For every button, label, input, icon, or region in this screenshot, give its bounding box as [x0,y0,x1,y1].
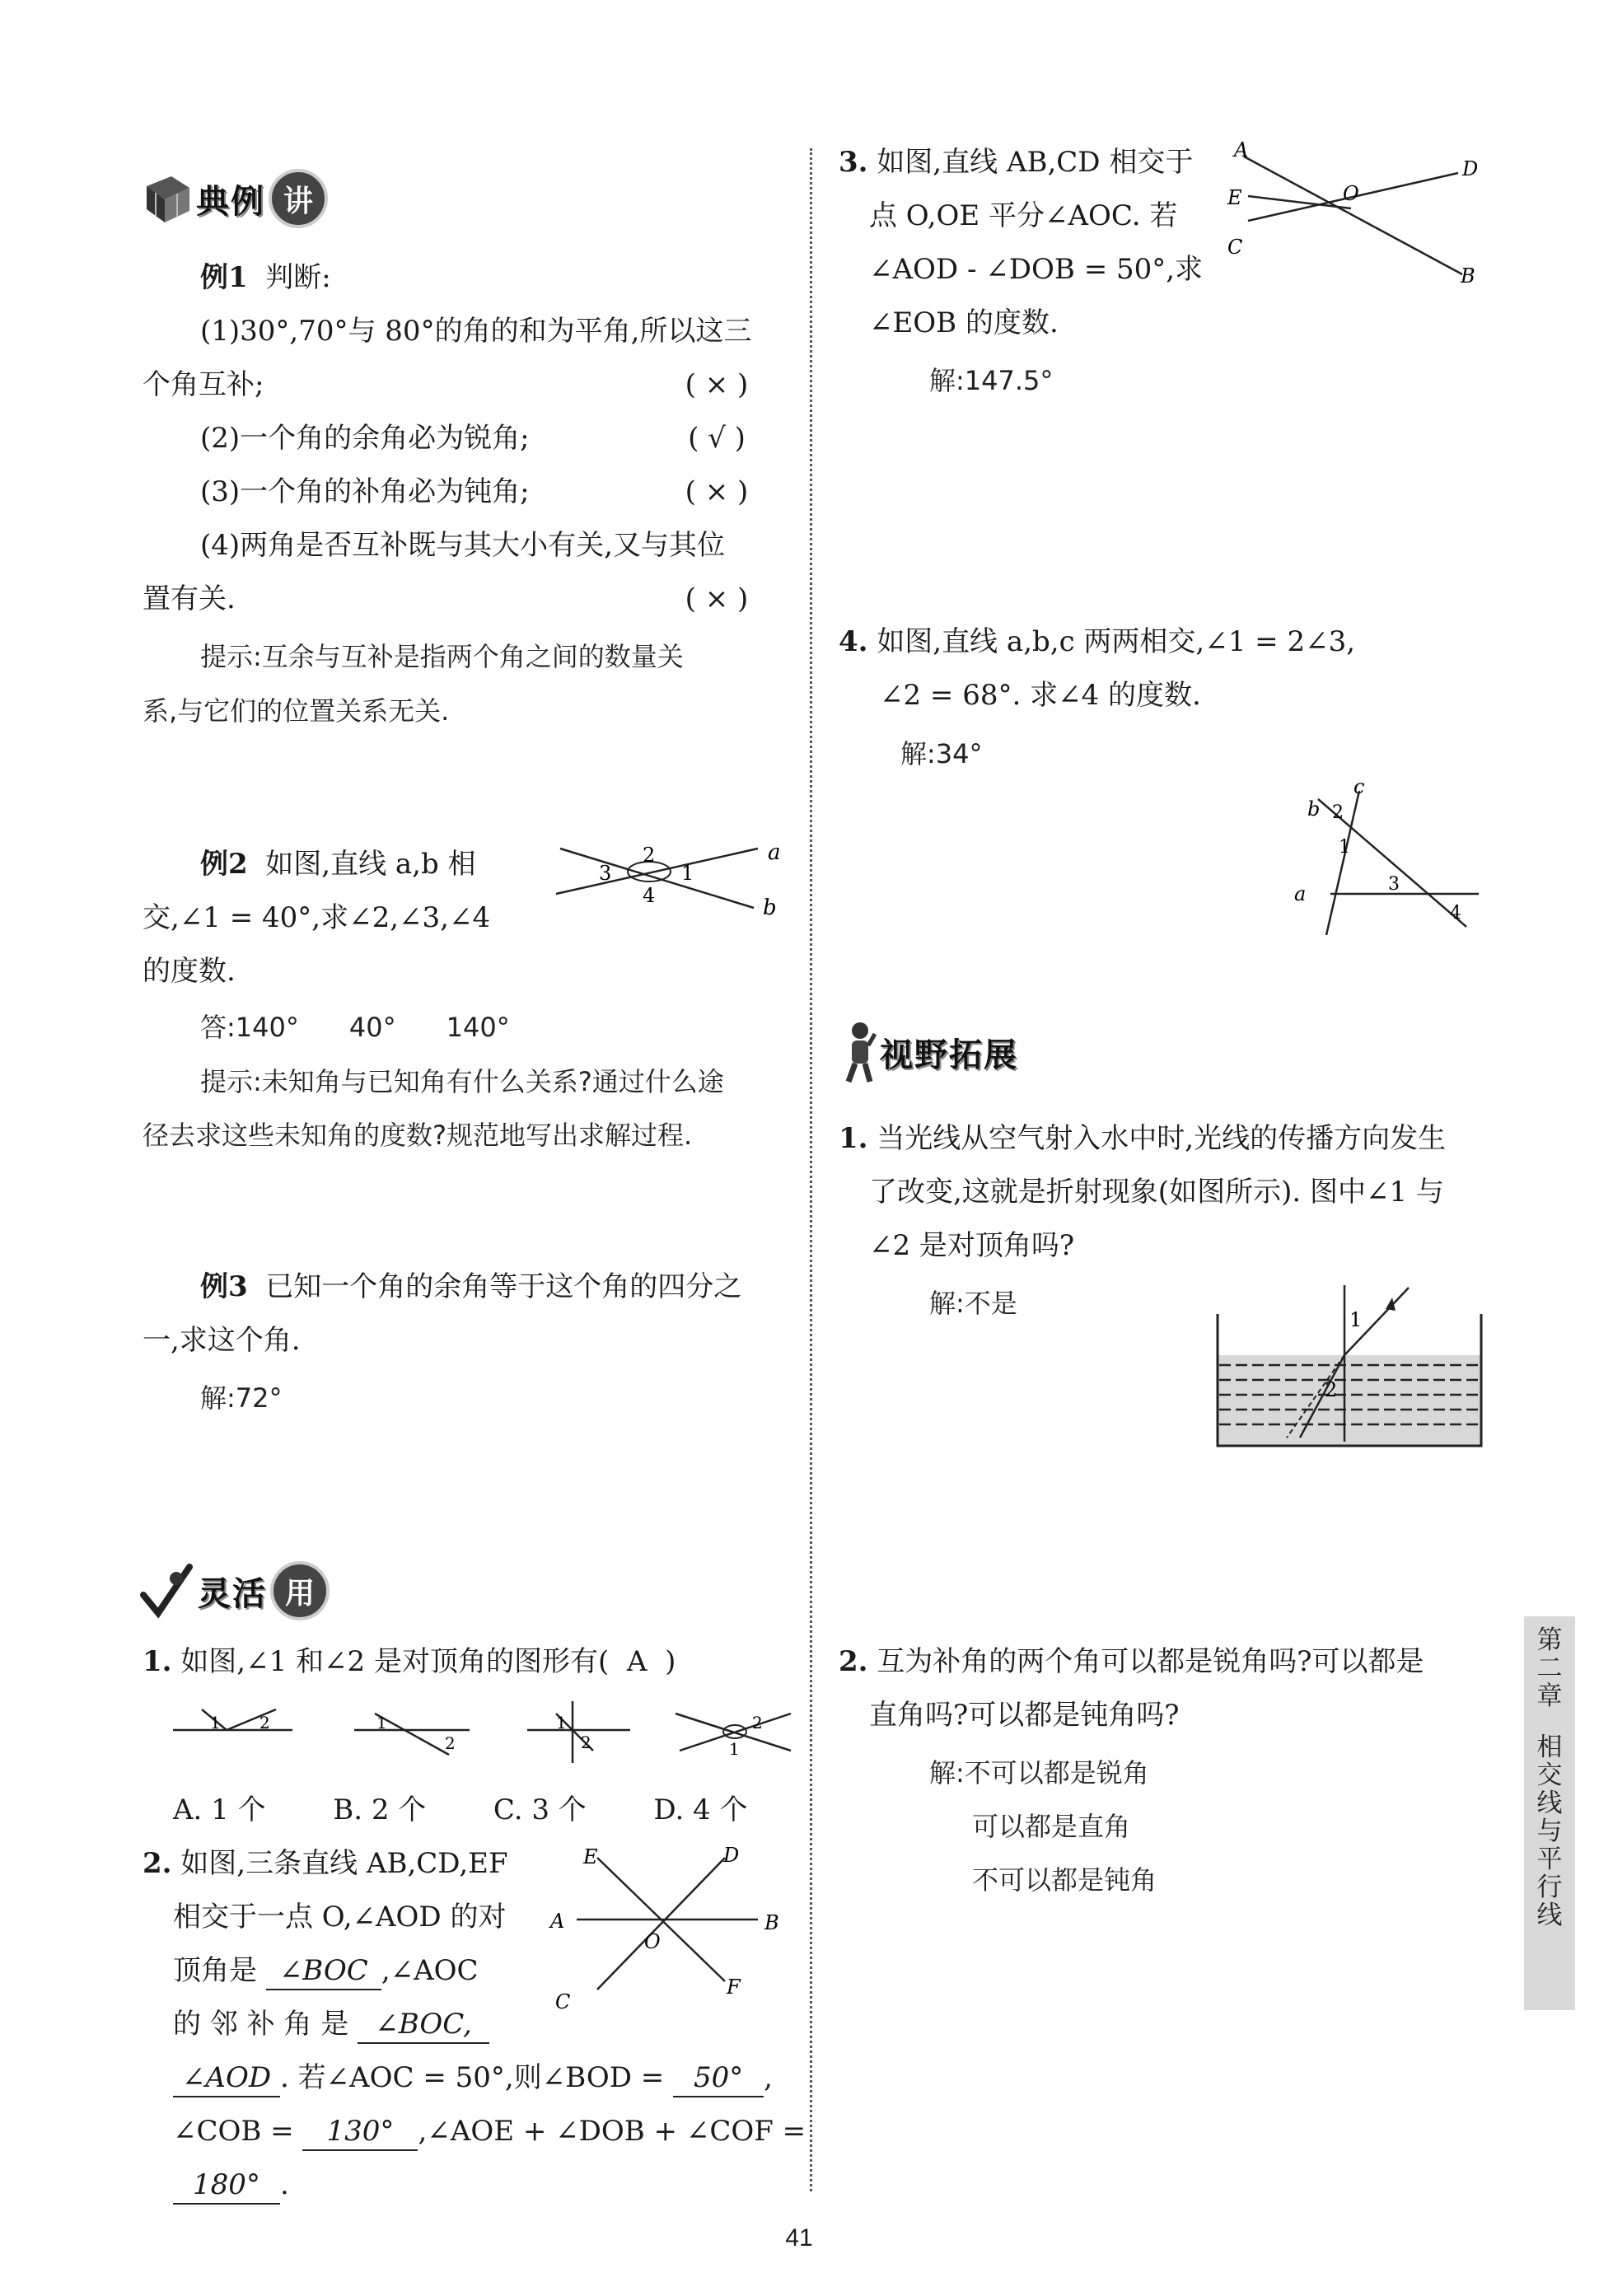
option-a: A. 1 个 [173,1793,266,1826]
question-text: 如图,∠1 和∠2 是对顶角的图形有( [180,1645,610,1678]
question-text: ∠AOD - ∠DOB = 50°,求 [869,253,1204,286]
example-2-label: 例2 [200,848,248,881]
question-number: 4. [839,625,868,658]
example-2-answer: 答:140° 40° 140° [200,1012,510,1043]
answer-blank: 50° [673,2060,764,2097]
cube-icon [138,170,196,227]
question-answer: 可以都是直角 [972,1811,1131,1842]
point-label-b: B [1461,264,1475,288]
point-label-c: C [555,1990,571,2013]
example-1-line: (1)30°,70°与 80°的角的和为平角,所以这三 [200,315,752,348]
example-1-answer: ( × ) [685,582,749,615]
section-title: 视野拓展 [880,1036,1018,1074]
option-d: D. 4 个 [653,1793,748,1826]
question-number: 3. [839,146,868,179]
answer-blank: ∠BOC, [358,2006,489,2044]
question-answer: 解:不可以都是锐角 [929,1757,1149,1789]
svg-text:1: 1 [556,1713,567,1733]
three-lines-figure [544,1837,791,2018]
section-header-example [138,169,328,228]
example-1-intro: 判断: [265,261,331,294]
section-title: 灵活 [198,1574,267,1613]
angle-label-2: 2 [1325,1378,1338,1401]
angle-label-1: 1 [681,862,694,885]
line-label-a: a [1294,882,1307,905]
tab-char: 章 [1536,1681,1563,1711]
point-label-d: D [1462,157,1479,180]
example-1-answer: ( × ) [685,475,749,508]
example-1-label: 例1 [200,261,248,294]
question-number: 1. [143,1645,172,1678]
tab-char: 相 [1536,1733,1563,1762]
example-2-line: 交,∠1 = 40°,求∠2,∠3,∠4 [143,901,491,934]
question-text: , [764,2061,773,2094]
question-text: 了改变,这就是折射现象(如图所示). 图中∠1 与 [869,1176,1444,1209]
tab-char: 与 [1536,1817,1563,1846]
question-number: 2. [839,1645,868,1678]
line-label-c: c [1354,779,1365,798]
three-lines-angle-figure [1289,779,1491,935]
svg-text:2: 2 [752,1713,763,1733]
example-2-line: 如图,直线 a,b 相 [265,848,476,881]
example-3-line: 已知一个角的余角等于这个角的四分之 [265,1270,742,1303]
point-label-a: A [1234,138,1249,161]
angle-label-2: 2 [643,844,656,867]
example-1-answer: ( × ) [685,368,749,401]
svg-text:1: 1 [376,1713,387,1733]
question-text: ,∠AOC [381,1954,479,1987]
question-answer: 解:不是 [929,1288,1017,1319]
example-3-line: 一,求这个角. [143,1324,301,1357]
question-text: 点 O,OE 平分∠AOC. 若 [869,199,1178,232]
example-1-line: (2)一个角的余角必为锐角; [200,422,530,455]
section-header-apply [140,1561,330,1620]
question-answer: 解:34° [900,738,983,769]
question-text: 当光线从空气射入水中时,光线的传播方向发生 [877,1122,1447,1155]
section-title-circle: 讲 [269,169,328,228]
point-label-b: B [764,1911,779,1934]
question-text: . 若∠AOC = 50°,则∠BOD = [280,2061,665,2094]
line-label-b: b [763,895,777,920]
intersecting-lines-figure [552,832,791,923]
example-3-answer: 解:72° [200,1382,283,1414]
point-label-d: D [723,1844,740,1867]
question-text: . [280,2168,289,2201]
question-text: ,∠AOE + ∠DOB + ∠COF = [418,2115,807,2148]
question-text: 互为补角的两个角可以都是锐角吗?可以都是 [877,1645,1424,1678]
line-label-a: a [768,840,781,865]
question-answer: 解:147.5° [929,365,1054,396]
point-label-e: E [1227,186,1242,209]
example-1-line: 置有关. [143,582,236,615]
line-label-b: b [1307,797,1321,821]
point-label-e: E [583,1845,598,1868]
explorer-figure-icon [839,1019,880,1085]
tab-char: 平 [1536,1845,1563,1874]
example-1-answer: ( √ ) [688,422,746,455]
question-number: 2. [143,1847,172,1880]
question-text: ∠2 是对顶角吗? [869,1229,1075,1262]
svg-text:1: 1 [210,1713,221,1733]
tab-char: 线 [1536,1789,1563,1818]
svg-text:2: 2 [445,1733,456,1753]
angle-label-1: 1 [1349,1308,1363,1331]
column-divider [810,148,812,2191]
angle-label-4: 4 [643,884,656,907]
section-header-expand [839,1019,1018,1085]
example-1-line: (3)一个角的补角必为钝角; [200,475,530,508]
point-label-c: C [1227,236,1243,259]
option-b: B. 2 个 [333,1793,427,1826]
tab-char: 二 [1536,1653,1563,1683]
question-answer: A [626,1645,648,1678]
refraction-figure [1211,1273,1491,1450]
question-text: 的 邻 补 角 是 [173,2008,349,2041]
page-number: 41 [785,2224,813,2252]
example-1-hint: 提示:互余与互补是指两个角之间的数量关 [200,641,684,672]
checkmark-figure-icon [140,1562,198,1620]
point-label-o: O [1343,182,1359,205]
question-text: 如图,直线 AB,CD 相交于 [877,146,1194,179]
answer-blank: ∠BOC [266,1952,381,1990]
example-1-hint: 系,与它们的位置关系无关. [143,695,450,727]
angle-options-figure [169,1697,803,1763]
answer-blank: 130° [302,2113,418,2151]
example-2-hint: 提示:未知角与已知角有什么关系?通过什么途 [200,1066,724,1097]
example-1-line: (4)两角是否互补既与其大小有关,又与其位 [200,529,725,562]
question-text: 如图,直线 a,b,c 两两相交,∠1 = 2∠3, [877,625,1356,658]
question-text: ∠EOB 的度数. [869,306,1059,339]
point-label-o: O [644,1930,661,1953]
tab-char: 交 [1536,1761,1563,1790]
tab-char: 行 [1536,1873,1563,1902]
question-text: 顶角是 [173,1954,257,1987]
question-answer: 不可以都是钝角 [972,1864,1157,1896]
tab-char: 第 [1536,1625,1563,1655]
example-2-hint: 径去求这些未知角的度数?规范地写出求解过程. [143,1120,693,1151]
question-text: ∠COB = [173,2115,294,2148]
section-title-circle: 用 [270,1561,330,1620]
question-text: ∠2 = 68°. 求∠4 的度数. [880,679,1201,712]
example-1-line: 个角互补; [143,368,264,401]
angle-label-4: 4 [1450,903,1461,924]
example-2-line: 的度数. [143,955,236,988]
angle-label-3: 3 [599,862,612,885]
question-paren: ) [665,1645,676,1678]
question-text: 如图,三条直线 AB,CD,EF [180,1847,508,1880]
point-label-f: F [727,1976,741,1999]
svg-text:2: 2 [259,1713,270,1733]
option-c: C. 3 个 [493,1793,587,1826]
svg-text:1: 1 [729,1739,740,1759]
answer-blank: 180° [173,2167,280,2205]
angle-label-1: 1 [1339,837,1350,858]
question-text: 直角吗?可以都是钝角吗? [869,1699,1180,1732]
angle-label-3: 3 [1388,874,1400,895]
point-label-a: A [550,1910,565,1933]
section-title: 典例 [196,182,265,221]
question-text: 相交于一点 O,∠AOD 的对 [173,1901,507,1934]
svg-text:2: 2 [581,1733,591,1752]
tab-char: 线 [1536,1901,1563,1930]
angle-label-2: 2 [1332,802,1344,823]
example-3-label: 例3 [200,1270,248,1303]
question-number: 1. [839,1122,868,1155]
chapter-side-tab [1524,1616,1575,2010]
answer-blank: ∠AOD [173,2060,280,2097]
bisector-figure [1219,138,1491,303]
